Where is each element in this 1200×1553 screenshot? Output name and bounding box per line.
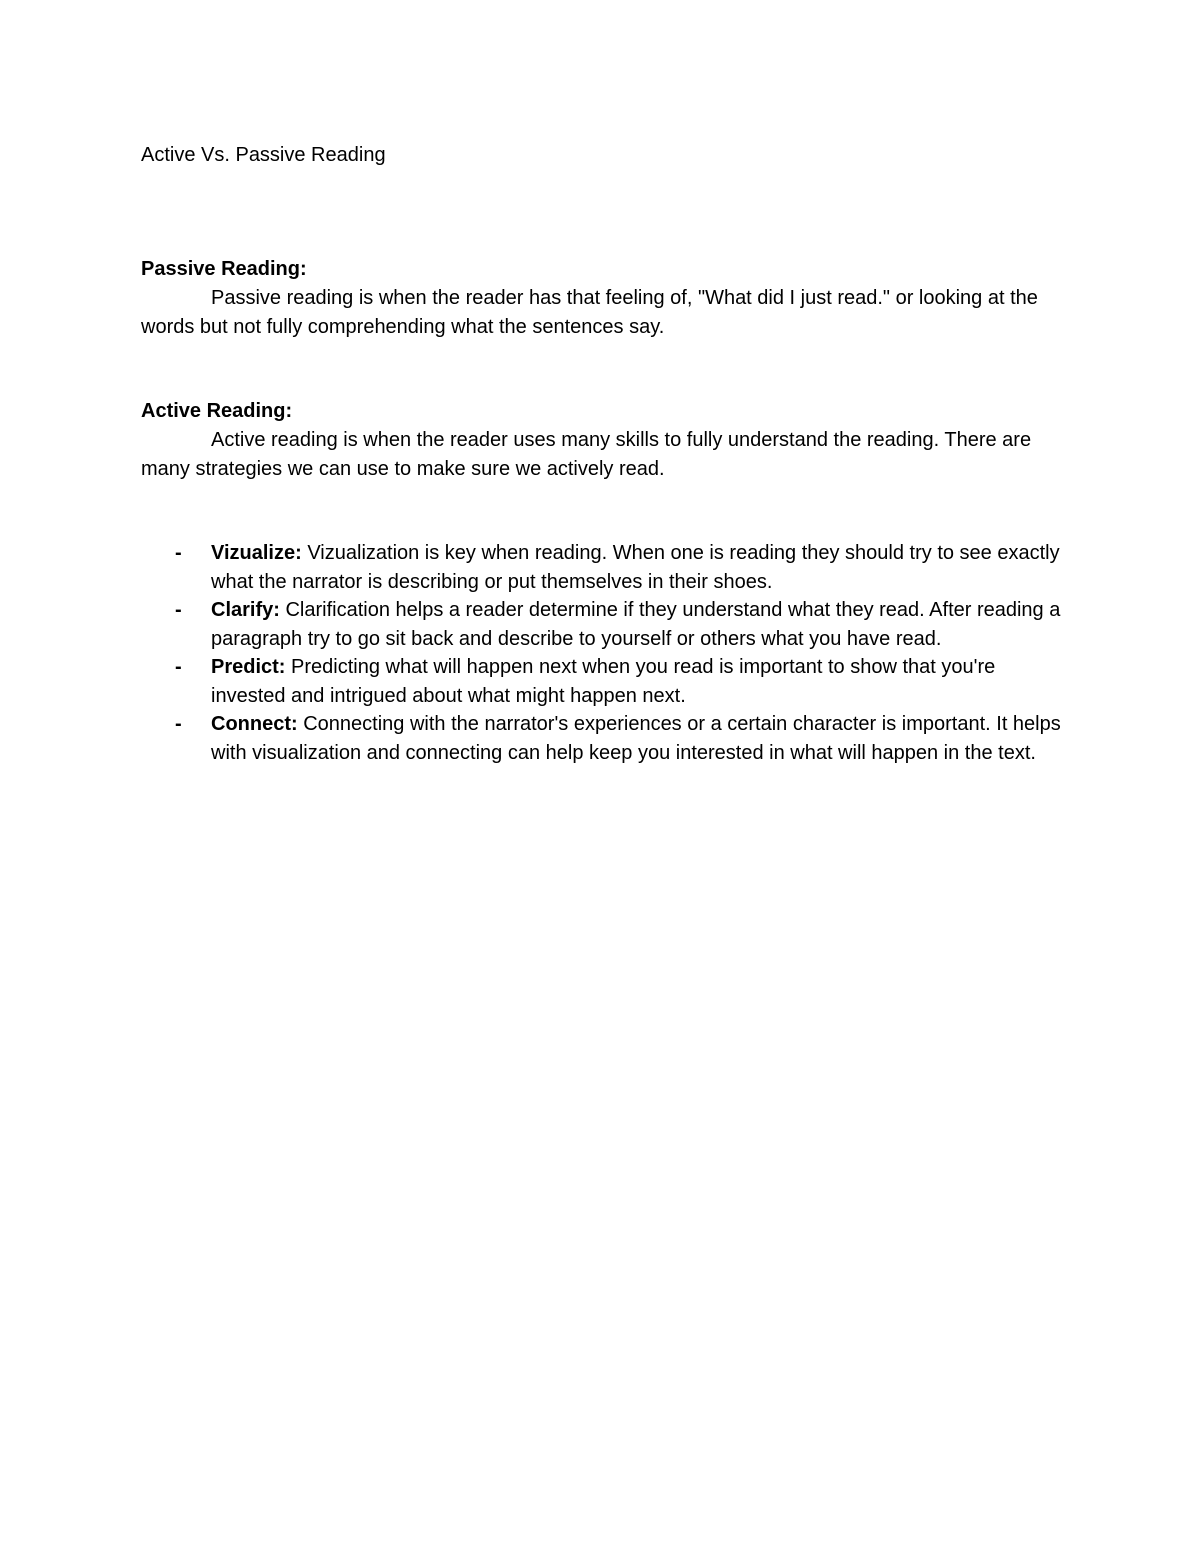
strategy-item-connect: [141, 710, 1071, 767]
list-bullet: -: [175, 542, 182, 564]
passive-reading-heading: Passive Reading:: [141, 258, 307, 280]
active-reading-section: [141, 397, 1071, 484]
strategy-item-visualize: [141, 539, 1071, 596]
strategy-item-predict: [141, 653, 1071, 710]
list-bullet: -: [175, 656, 182, 678]
list-bullet: -: [175, 599, 182, 621]
active-reading-heading: Active Reading:: [141, 400, 293, 422]
strategy-list: [141, 539, 1071, 767]
strategy-description: Predicting what will happen next when you read is important to show that you're invested and intrigued about what might happen next.: [211, 656, 996, 707]
document-title: Active Vs. Passive Reading: [141, 144, 386, 166]
strategy-term: Vizualize:: [211, 542, 308, 564]
strategy-term: Predict:: [211, 656, 292, 678]
active-reading-paragraph: Active reading is when the reader uses many skills to fully understand the reading. There are many strategies we can use to make sure we actively read.: [141, 429, 1032, 480]
strategy-description: Clarification helps a reader determine if they understand what they read. After reading a paragraph try to go sit back and describe to yourself or others what you have read.: [211, 599, 1061, 650]
list-bullet: -: [175, 713, 182, 735]
strategy-term: Clarify:: [211, 599, 286, 621]
strategy-description: Connecting with the narrator's experiences or a certain character is important. It helps with visualization and connecting can help keep you interested in what will happen in the text.: [211, 713, 1061, 764]
passive-reading-paragraph: Passive reading is when the reader has that feeling of, "What did I just read." or looking at the words but not fully comprehending what the sentences say.: [141, 287, 1038, 338]
strategy-term: Connect:: [211, 713, 304, 735]
passive-reading-section: [141, 255, 1071, 342]
strategy-item-clarify: [141, 596, 1071, 653]
strategy-description: Vizualization is key when reading. When one is reading they should try to see exactly what the narrator is describing or put themselves in their shoes.: [211, 542, 1060, 593]
